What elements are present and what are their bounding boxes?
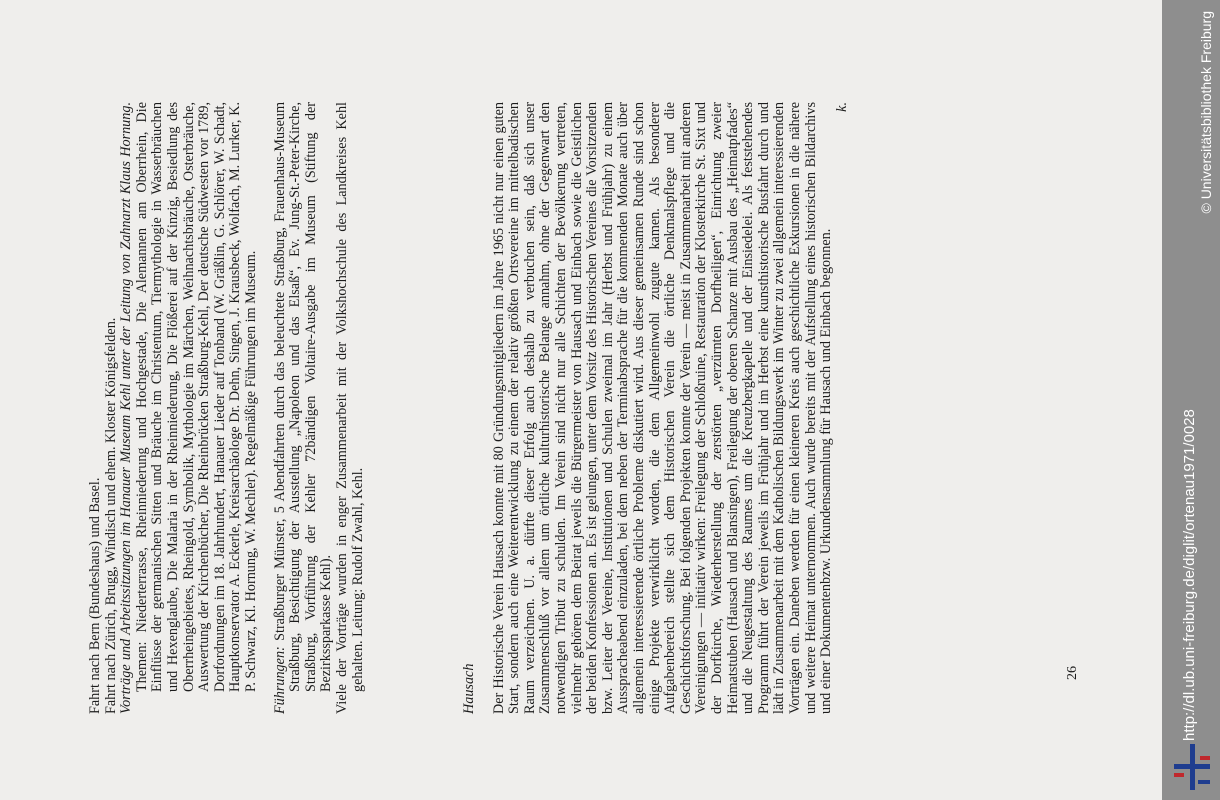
hausach-paragraph: Der Historische Verein Hausach konnte mit 80 Gründungsmitgliedern im Jahre 1965 nicht nur einen guten Start, sondern auch eine Weiterentwicklung zu einem der relativ größten Ortsvereine im mittelbadischen Raum verzeichnen. U. a. dürfte dieser Erfolg auch deshalb zu verbuchen sein, daß sich unser Zusammenschluß vor allem um örtliche kulturhistorische Belange annahm, ohne der Gegenwart den notwendigen Tribut zu schulden. Im Verein sind nicht nur alle Schichten der Bevölkerung vertreten, vielmehr gehören dem Beirat jeweils die Bürgermeister von Hausach und Einbach sowie die Geistlichen der beiden Konfessionen an. Es ist gelungen, unter dem Vorsitz des Historischen Vereines die Vorsitzenden bzw. Leiter der Vereine, Institutionen und Schulen zweimal im Jahr (Herbst und Frühjahr) zu einem Ausspracheabend einzuladen, bei dem neben der Terminabsprache für die kommenden Monate auch über allgemein interessierende örtliche Probleme diskutiert wird. Aus dieser gemeinsamen Runde sind schon einige Projekte verwirklicht worden, die dem Allgemeinwohl zugute kamen. Als besonderer Aufgabenbereich stellte sich dem Historischen Verein die örtliche Denkmalspflege und die Geschichtsforschung. Bei folgenden Projekten konnte der Verein — meist in Zusammenarbeit mit anderen Vereinigungen — initiativ wirken: Freilegung der Schloßruine, Restauration der Klosterkirche St. Sixt und der Dorfkirche, Wiederherstellung der zerstörten „verzürnten Dorfheiligen“, Einrichtung zweier Heimatstuben (Hausach und Blansingen), Freilegung der oberen Schanze mit Ausbau des „Heimatpfades“ und die Neugestaltung des Raumes um die Kreuzbergkapelle und der Einsiedelei. Als feststehendes Programm führt der Verein jeweils im Frühjahr und im Herbst eine kunsthistorische Busfahrt durch und lädt in Zusammenarbeit mit dem Katholischen Bildungswerk im Winter zu zwei allgemein interessierenden Vorträgen ein. Daneben werden für einen kleineren Kreis auch geschichtliche Exkursionen in die nähere und weitere Heimat unternommen. Auch wurde bereits mit der Aufstellung eines historischen Bildarchivs und einer Dokumentenbzw. Urkundensammlung für Hausach und Einbach begonnen. [490, 102, 835, 714]
lectures-text: Themen: Niederterrasse, Rheinniederung und Hochgestade, Die Alemannen am Oberrhein, Die Einflüsse der germanischen Sitten und Bräuche im Christentum, Tiermythologie in Wasserbräuchen und Hexenglaube, Die Malaria in der Rheinniederung, Die Flößerei auf der Kinzig, Besiedlung des Oberrheingebietes, Rheingold, Symbolik, Mythologie im Märchen, Weihnachtsbräuche, Osterbräuche, Auswertung der Kirchenbücher, Die Rheinbrücken Straßburg-Kehl, Der deutsche Südwesten vor 1789, Dorfordnungen im 18. Jahrhundert, Hanauer Lieder auf Tonband (W. Gräßlin, G. Schlörer, W. Schadt, Hauptkonservator A. Eckerle, Kreisarchäologe Dr. Dehn, Singen, J. Krausbeck, Wolfach, M. Lurker, K. P. Schwarz, Kl. Hornung, W. Mechler). Regelmäßige Führungen im Museum. [133, 102, 259, 692]
tours-text: Straßburger Münster, 5 Abendfahrten durch das beleuchtete Straßburg, Frauenhaus-Museum Straßburg, Besichtigung der Ausstellung „Napoleon und das Elsaß“, Ev. Jung-St.-Peter-Kirche, Straßburg, Vorführung der Kehler 72bändigen Voltaire-Ausgabe im Museum (Stiftung der Bezirkssparkasse Kehl). [271, 102, 335, 692]
page-number: 26 [1065, 666, 1080, 680]
lectures-title: Vorträge und Arbeitssitzungen im Hanauer Museum Kehl unter der Leitung von Zahnarzt Klaus Hornung. [118, 102, 135, 714]
top-line-1: Fahrt nach Bern (Bundeshaus) und Basel. [87, 477, 103, 714]
tours-title: Führungen: [271, 646, 288, 714]
text-column [88, 102, 850, 714]
top-line-2: Fahrt nach Zürich, Brugg, Windisch und ehem. Kloster Königsfelden. [102, 317, 119, 714]
section-heading-hausach: Hausach [461, 663, 478, 714]
copyright-notice: © Universitätsbibliothek Freiburg [1198, 11, 1214, 214]
lectures-paragraph [119, 102, 259, 714]
library-logo-icon [1170, 744, 1214, 790]
sidebar-copyright-container [1192, 11, 1220, 741]
tours-paragraph [273, 102, 335, 714]
source-url-link[interactable]: http://dl.ub.uni-freiburg.de/diglit/ortenau1971/0028 [1181, 409, 1198, 741]
cooperation-paragraph: Viele der Vorträge wurden in enger Zusammenarbeit mit der Volkshochschule des Landkreises Kehl gehalten. Leitung: Rudolf Zwahl, Kehl. [333, 102, 366, 714]
author-signature: k. [833, 102, 850, 112]
